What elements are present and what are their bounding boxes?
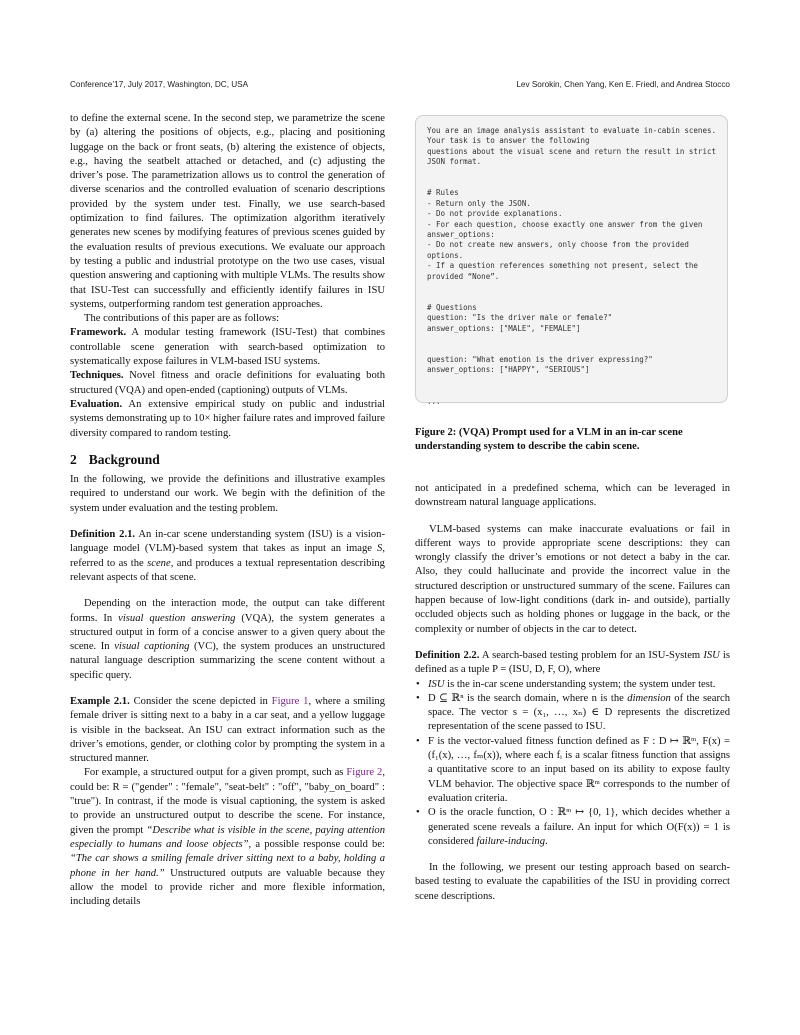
figure-2-caption: Figure 2: (VQA) Prompt used for a VLM in an in-car scene understanding system to describe the cabin scene.: [415, 427, 683, 453]
definition-bullet-list: [415, 678, 730, 850]
caption-prompt-quote: “Describe what is visible in the scene, paying attention especially to humans and loose objects”: [70, 824, 386, 850]
evaluation-label: Evaluation.: [70, 398, 123, 410]
right-paragraph-last: In the following, we present our testing approach based on search-based testing to evaluate the capabilities of the ISU in providing correct scene descriptions.: [415, 862, 730, 902]
framework-text: A modular testing framework (ISU-Test) that combines controllable scene generation with search-based optimization to systematically expose failures in VLM-based ISU systems.: [70, 327, 385, 368]
section-number: 2: [70, 451, 77, 467]
techniques-text: Novel fitness and oracle definitions for evaluating both structured (VQA) and open-ended (captioning) outputs of VLMs.: [70, 370, 385, 396]
contribution-techniques: [70, 369, 385, 398]
term-dimension: dimension: [627, 692, 671, 704]
example-2-1: [70, 695, 385, 766]
section-title: Background: [88, 451, 160, 467]
definition-2-1: [70, 528, 385, 585]
example-text-a: Consider the scene depicted in: [129, 695, 272, 707]
structured-text-d: Unstructured outputs are valuable because they allow the model to provide richer and more flexible information, including details: [70, 867, 385, 908]
right-column: [415, 482, 730, 904]
vqa-prompt-box: [415, 115, 728, 406]
term-vqa: visual question answering: [118, 612, 236, 624]
term-scene: scene: [147, 557, 171, 569]
intro-paragraph: to define the external scene. In the second step, we parametrize the scene by (a) altering the positions of objects, e.g., placing and positioning luggage on the back or front seats, (b) altering the existence of objects, e.g., having the seatbelt attached or detached, and (c) adjusting the driver’s pose. The parametrization allows us to control the generation of diverse scenarios and the controlled evaluation of scenario descriptions provided by the system under test. Finally, we use search-based optimization to find failures. The optimization algorithm iteratively generates new scenes by modifying features of previous scenes guided by the evaluation results of previous executions. We evaluate our approach by testing a public and industrial prototype on the two use cases, visual question answering and captioning with multiple VLMs. The results show that ISU-Test can successfully and efficiently identify failures in ISU systems, outperforming random test generation approaches.: [70, 113, 385, 310]
symbol-S: S: [377, 543, 383, 555]
example-2-1-label: Example 2.1.: [70, 695, 130, 707]
bullet-isu-symbol: ISU: [428, 678, 445, 690]
vqa-prompt-text: You are an image analysis assistant to evaluate in-cabin scenes. Your task is to answer the following questions about the visual scene and return the result in strict JSON format. # Rules - Return only the JSON. - Do not provide explanations. - For each question, choose exactly one answer from the given answer_options: - Do not create new answers, only choose from the provided options. - If a question references something not present, select the provided “None”. # Questions question: "Is the driver male or female?" answer_options: ["MALE", "FEMALE"] question: "What emotion is the driver expressing?" answer_options: ["HAPPY", "SERIOUS"] ...: [427, 126, 716, 406]
definition-2-1-text-b: , referred to as the: [70, 543, 385, 569]
bullet-domain-text-b: of the search space. The vector s = (x₁, …, xₙ) ∈ D represents the discretized representation of the scene passed to ISU.: [428, 692, 730, 733]
interaction-text-a: Depending on the interaction mode, the output can take different forms. In: [70, 598, 385, 624]
framework-label: Framework.: [70, 327, 127, 339]
interaction-text-c: (VC), the system produces an unstructured natural language description summarizing the scene content without a specific query.: [70, 641, 385, 681]
interaction-mode-paragraph: [70, 597, 385, 683]
left-column: [70, 112, 385, 909]
bullet-fitness: • F is the vector-valued fitness function defined as F : D ↦ ℝᵐ, F(x) = (f₁(x), …, fₘ(x)), where each fᵢ is a scalar fitness function that assigns a quantitative score to an input based on its ability to expose faulty VLM behavior. The objective space ℝᵐ corresponds to the number of evaluation criteria.: [428, 735, 730, 806]
figure-2-link[interactable]: Figure 2: [346, 767, 383, 779]
section-heading-background: [70, 453, 385, 467]
bullet-isu: [428, 678, 730, 692]
term-failure-inducing: failure-inducing: [476, 835, 546, 847]
structured-text-a: For example, a structured output for a given prompt, such as: [84, 767, 347, 779]
contribution-evaluation: [70, 398, 385, 441]
bullet-domain-text-a: D ⊆ ℝⁿ is the search domain, where n is the: [428, 692, 628, 704]
interaction-text-b: (VQA), the system generates a structured output in form of a concise answer to a given query about the scene. In: [70, 612, 385, 653]
definition-2-2-text-a: A search-based testing problem for an ISU-System: [479, 649, 704, 661]
bullet-oracle-text-b: .: [545, 835, 548, 847]
structured-text-c: , a possible response could be:: [248, 838, 385, 850]
structured-text-b: , could be: R = ("gender" : "female", "seat-belt" : "off", "baby_on_board" : "true"). In contrast, if the mode is visual captioning, the system is asked to provide an unstructured output to describe the scene. For instance, given the prompt: [70, 767, 385, 836]
techniques-label: Techniques.: [70, 370, 124, 382]
contribution-framework: [70, 326, 385, 369]
example-text-b: , where a smiling female driver is sitting next to a baby in a car seat, and a yellow luggage is visible in the backseat. An ISU can extract information such as the driver’s emotions, gender, or clothing color by prompting the system in a structured manner.: [70, 695, 386, 765]
caption-response-quote: “The car shows a smiling female driver sitting next to a baby, holding a phone in her hand.”: [70, 853, 385, 879]
term-vc: visual captioning: [114, 641, 190, 653]
definition-2-1-text-a: An in-car scene understanding system (ISU) is a vision-language model (VLM)-based system that takes as input an image: [70, 529, 385, 555]
definition-2-1-text-c: , and produces a textual representation describing relevant aspects of that scene.: [70, 557, 385, 583]
definition-2-2-text-b: is defined as a tuple P = (ISU, D, F, O), where: [415, 649, 730, 676]
right-paragraph-1: not anticipated in a predefined schema, which can be leveraged in downstream natural language applications.: [415, 483, 730, 509]
running-header-right: Lev Sorokin, Chen Yang, Ken E. Friedl, and Andrea Stocco: [516, 80, 730, 89]
definition-2-1-label: Definition 2.1.: [70, 529, 136, 541]
definition-2-2-label: Definition 2.2.: [415, 649, 480, 661]
symbol-ISU: ISU: [703, 649, 720, 661]
running-header-left: Conference’17, July 2017, Washington, DC, USA: [70, 80, 249, 89]
bullet-oracle-text-a: O is the oracle function, O : ℝᵐ ↦ {0, 1}, which decides whether a generated scene reveals a failure. An input for which O(F(x)) = 1 is considered: [428, 807, 730, 847]
right-paragraph-2: VLM-based systems can make inaccurate evaluations or fail in different ways to provide appropriate scene descriptions: they can wrongly classify the driver’s emotions or not detect a baby in the car. Also, they could hallucinate and provide the incorrect value in the structured description or unstructured summary of the scene. Failures can happen because of low-light conditions (dark in- and outside), partially occluded objects such as holding phones or luggage in the back, or the complexity or number of objects in the car to detect.: [415, 523, 730, 635]
bullet-oracle: [428, 806, 730, 849]
bullet-isu-text: is the in-car scene understanding system; the system under test.: [444, 678, 716, 690]
evaluation-text: An extensive empirical study on public and industrial systems demonstrating up to 10× higher failure rates and improved failure diversity compared to random testing.: [70, 398, 385, 439]
structured-output-paragraph: [70, 766, 385, 909]
bullet-domain: [428, 692, 730, 735]
figure-1-link[interactable]: Figure 1: [271, 695, 309, 707]
definition-2-2: [415, 649, 730, 678]
contributions-intro: The contributions of this paper are as follows:: [84, 313, 280, 325]
background-paragraph: In the following, we provide the definitions and illustrative examples required to understand our work. We begin with the definition of the system under evaluation and the testing problem.: [70, 474, 385, 514]
